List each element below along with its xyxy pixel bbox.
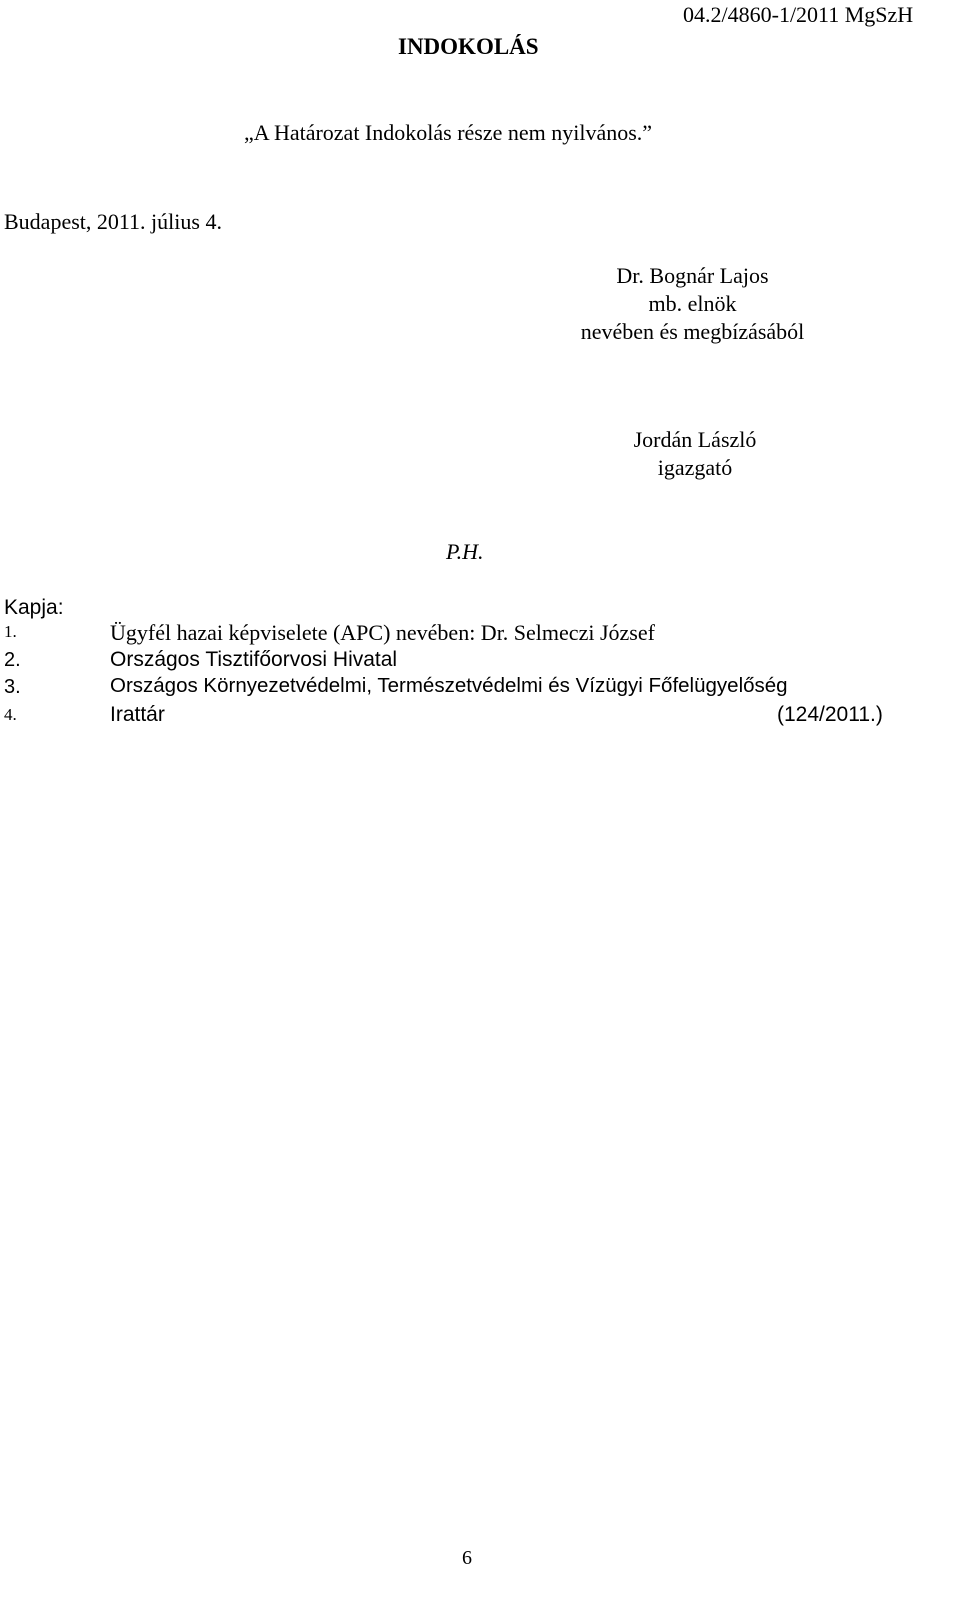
- recipient-number: 2.: [4, 649, 21, 671]
- stamp-mark: P.H.: [446, 539, 484, 564]
- delegate-role: igazgató: [657, 455, 733, 480]
- signatory-name: Dr. Bognár Lajos: [616, 263, 769, 288]
- recipient-text: Ügyfél hazai képviselete (APC) nevében: Dr. Selmeczi József: [110, 620, 655, 645]
- signatory-on-behalf: nevében és megbízásából: [580, 319, 805, 344]
- delegate-block: [570, 426, 820, 482]
- recipient-number: 1.: [4, 622, 17, 641]
- place-date: Budapest, 2011. július 4.: [4, 209, 222, 234]
- case-number: 04.2/4860-1/2011 MgSzH: [683, 2, 914, 27]
- page-number: 6: [462, 1547, 472, 1569]
- recipient-text: Irattár: [110, 703, 165, 726]
- recipient-text: Országos Tisztifőorvosi Hivatal: [110, 648, 398, 671]
- recipient-text: Országos Környezetvédelmi, Természetvédelmi és Vízügyi Főfelügyelőség: [110, 674, 788, 697]
- signatory-role: mb. elnök: [648, 291, 737, 316]
- confidentiality-notice: „A Határozat Indokolás része nem nyilvános.”: [244, 120, 653, 145]
- page-title: INDOKOLÁS: [398, 34, 539, 59]
- recipient-ref: (124/2011.): [777, 703, 883, 726]
- recipient-number: 4.: [4, 705, 17, 724]
- recipient-number: 3.: [4, 676, 21, 698]
- recipients-label: Kapja:: [4, 596, 64, 619]
- signatory-block: [520, 262, 865, 346]
- delegate-name: Jordán László: [633, 427, 757, 452]
